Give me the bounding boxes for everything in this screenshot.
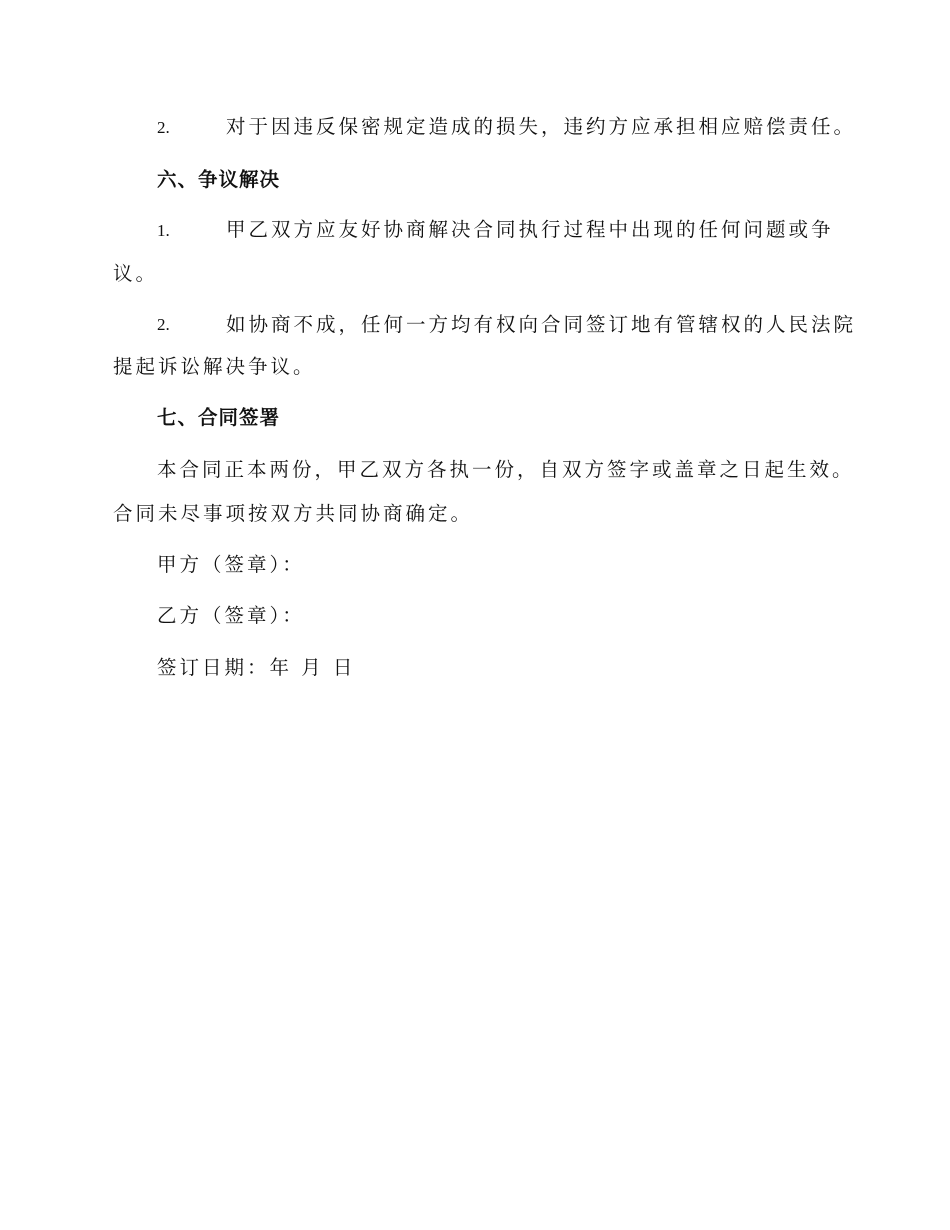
paragraph-text-continuation: 合同未尽事项按双方共同协商确定。 xyxy=(113,502,474,525)
party-a-signature-label: 甲方（签章）： xyxy=(157,553,305,576)
list-item-text-continuation: 议。 xyxy=(113,262,159,285)
list-item-text-continuation: 提起诉讼解决争议。 xyxy=(113,355,316,378)
list-item-text: 对于因违反保密规定造成的损失，违约方应承担相应赔偿责任。 xyxy=(226,115,857,138)
sign-date-label: 签订日期：年 月 日 xyxy=(157,656,356,679)
paragraph-text: 本合同正本两份，甲乙双方各执一份，自双方签字或盖章之日起生效。 xyxy=(157,458,855,481)
section-heading-signing: 七、合同签署 xyxy=(157,406,281,429)
list-number: 1. xyxy=(157,221,170,240)
list-number: 2. xyxy=(157,118,170,137)
section-heading-dispute: 六、争议解决 xyxy=(157,168,281,191)
list-number: 2. xyxy=(157,315,170,334)
list-item-text: 如协商不成，任何一方均有权向合同签订地有管辖权的人民法院 xyxy=(226,313,857,336)
party-b-signature-label: 乙方（签章）： xyxy=(157,604,305,627)
list-item-text: 甲乙双方应友好协商解决合同执行过程中出现的任何问题或争 xyxy=(226,218,834,241)
